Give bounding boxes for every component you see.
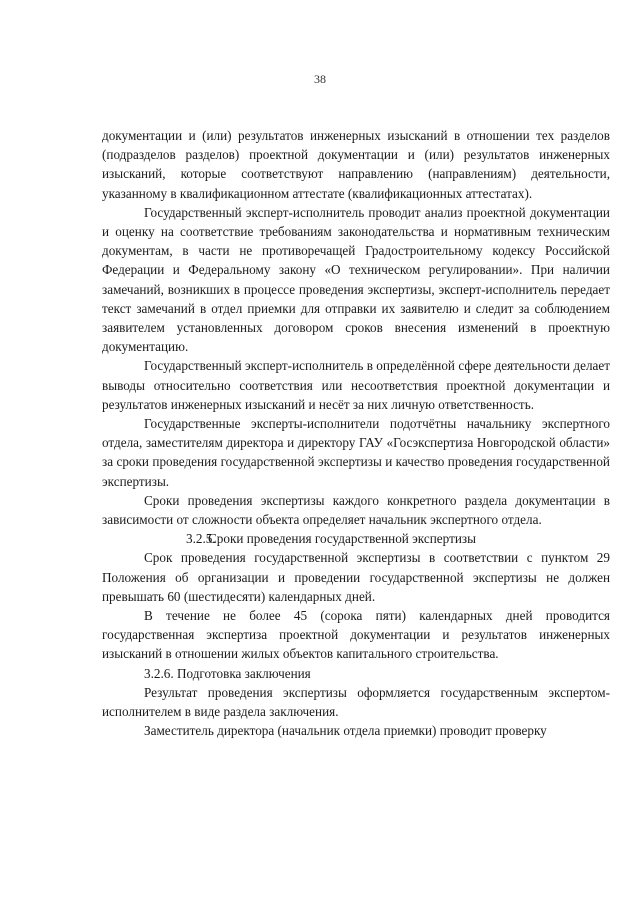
document-body	[102, 126, 610, 741]
paragraph-expert-responsibility: Государственный эксперт-исполнитель в определённой сфере деятельности делает выводы относительно соответствия или несоответствия проектной документации и результатов инженерных изысканий и несёт за них личную ответственность.	[102, 358, 610, 412]
section-title: Сроки проведения государственной экспертизы	[208, 531, 476, 547]
paragraph-review-terms: Сроки проведения экспертизы каждого конкретного раздела документации в зависимости от сложности объекта определяет начальник экспертного отдела.	[102, 492, 610, 528]
section-heading-3-2-5	[102, 529, 610, 548]
paragraph-result-formatting: Результат проведения экспертизы оформляется государственным экспертом-исполнителем в виде раздела заключения.	[102, 684, 610, 720]
paragraph-deadline-60: Срок проведения государственной экспертизы в соответствии с пунктом 29 Положения об организации и проведении государственной экспертизы не должен превышать 60 (шестидесяти) календарных дней.	[102, 550, 610, 604]
paragraph-deadline-45: В течение не более 45 (сорока пяти) календарных дней проводится государственная экспертиза проектной документации и результатов инженерных изысканий в отношении жилых объектов капитального строительства.	[102, 608, 610, 662]
paragraph-continuation: документации и (или) результатов инженерных изысканий в отношении тех разделов (подразделов разделов) проектной документации и (или) результатов инженерных изысканий, которые соответствуют направлению (направлениям) деятельности, указанному в квалификационном аттестате (квалификационных аттестатах).	[102, 128, 610, 201]
paragraph-expert-accountability: Государственные эксперты-исполнители подотчётны начальнику экспертного отдела, заместителям директора и директору ГАУ «Госэкспертиза Новгородской области» за сроки проведения государственной экспертизы и качество проведения государственной экспертизы.	[102, 416, 610, 489]
section-heading-3-2-6: 3.2.6. Подготовка заключения	[144, 665, 311, 681]
paragraph-deputy-check: Заместитель директора (начальник отдела приемки) проводит проверку	[144, 723, 547, 739]
section-number: 3.2.5.	[186, 531, 216, 547]
paragraph-expert-analysis: Государственный эксперт-исполнитель проводит анализ проектной документации и оценку на соответствие требованиям законодательства и нормативным техническим документам, в части не противоречащей Градостроительному кодексу Российской Федерации и Федеральному закону «О техническом регулировании». При наличии замечаний, возникших в процессе проведения экспертизы, эксперт-исполнитель передает текст замечаний в отдел приемки для отправки их заявителю и следит за соблюдением заявителем установленных договором сроков внесения изменений в проектную документацию.	[102, 204, 610, 355]
page-number: 38	[314, 72, 326, 86]
